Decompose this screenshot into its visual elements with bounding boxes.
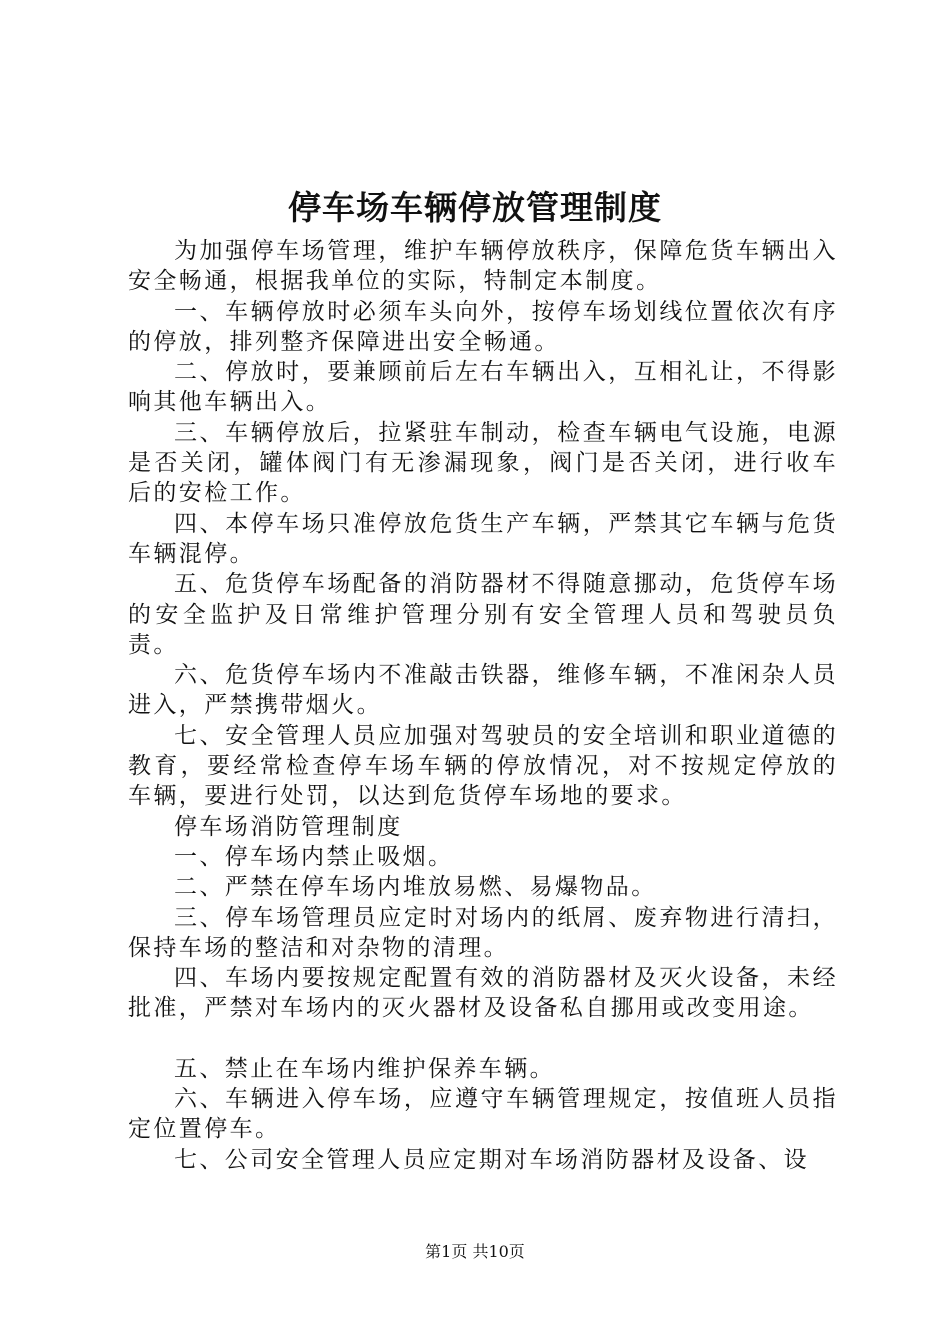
paragraph-fire-rule-1: 一、停车场内禁止吸烟。 (174, 843, 454, 870)
paragraph-fire-rule-3: 三、停车场管理员应定时对场内的纸屑、废弃物进行清扫，保持车场的整洁和对杂物的清理。 (128, 904, 838, 961)
section-heading-fire: 停车场消防管理制度 (174, 813, 403, 840)
page-number-footer: 第1页 共10页 (425, 1242, 525, 1261)
document-title: 停车场车辆停放管理制度 (288, 188, 662, 227)
paragraph-rule-7: 七、安全管理人员应加强对驾驶员的安全培训和职业道德的教育，要经常检查停车场车辆的停放情况，对不按规定停放的车辆，要进行处罚，以达到危货停车场地的要求。 (128, 722, 838, 810)
paragraph-rule-1: 一、车辆停放时必须车头向外，按停车场划线位置依次有序的停放，排列整齐保障进出安全畅通。 (128, 298, 838, 355)
paragraph-rule-5: 五、危货停车场配备的消防器材不得随意挪动，危货停车场的安全监护及日常维护管理分别有安全管理人员和驾驶员负责。 (128, 571, 838, 658)
paragraph-rule-6: 六、危货停车场内不准敲击铁器，维修车辆，不准闲杂人员进入，严禁携带烟火。 (128, 662, 838, 719)
paragraph-fire-rule-5: 五、禁止在车场内维护保养车辆。 (174, 1055, 555, 1082)
paragraph-fire-rule-7: 七、公司安全管理人员应定期对车场消防器材及设备、设 (174, 1146, 809, 1173)
paragraph-fire-rule-2: 二、严禁在停车场内堆放易燃、易爆物品。 (174, 874, 657, 901)
paragraph-fire-rule-6: 六、车辆进入停车场，应遵守车辆管理规定，按值班人员指定位置停车。 (128, 1086, 838, 1143)
paragraph-rule-2: 二、停放时，要兼顾前后左右车辆出入，互相礼让，不得影响其他车辆出入。 (128, 359, 838, 416)
document-body (128, 236, 838, 1175)
paragraph-intro: 为加强停车场管理，维护车辆停放秩序，保障危货车辆出入安全畅通，根据我单位的实际，特制定本制度。 (128, 238, 838, 295)
paragraph-rule-4: 四、本停车场只准停放危货生产车辆，严禁其它车辆与危货车辆混停。 (128, 510, 838, 567)
paragraph-fire-rule-4: 四、车场内要按规定配置有效的消防器材及灭火设备，未经批准，严禁对车场内的灭火器材及设备私自挪用或改变用途。 (128, 965, 838, 1022)
paragraph-rule-3: 三、车辆停放后，拉紧驻车制动，检查车辆电气设施，电源是否关闭，罐体阀门有无渗漏现象，阀门是否关闭，进行收车后的安检工作。 (128, 419, 838, 507)
